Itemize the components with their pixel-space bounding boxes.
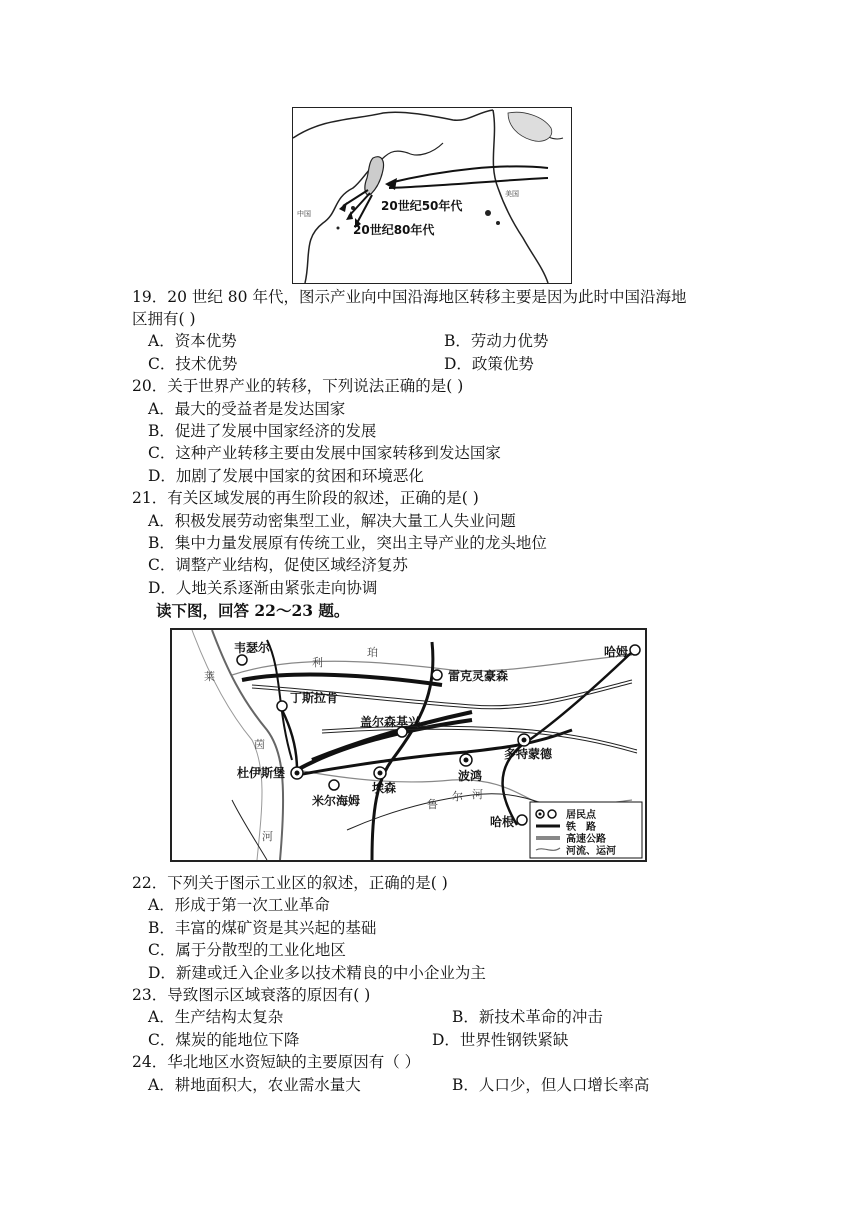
- label-usa: 美国: [505, 190, 519, 198]
- map-legend: [530, 802, 642, 858]
- label-1980s: 20世纪80年代: [353, 223, 435, 237]
- q21-stem: 21．有关区域发展的再生阶段的叙述，正确的是( ): [132, 489, 479, 507]
- q20-option-a: A．最大的受益者是发达国家: [148, 400, 346, 418]
- city-label-2: 哈姆: [604, 645, 629, 659]
- legend-river-canal: 河流、运河: [566, 846, 616, 857]
- q24-option-a: A．耕地面积大，农业需水量大: [148, 1076, 361, 1094]
- q23-option-d: D．世界性钢铁紧缺: [432, 1031, 569, 1049]
- q20-stem: 20．关于世界产业的转移，下列说法正确的是( ): [132, 377, 464, 395]
- q20-option-b: B．促进了发展中国家经济的发展: [148, 422, 377, 440]
- river-label-2: 河: [262, 830, 273, 843]
- q19-option-a: A．资本优势: [148, 332, 237, 350]
- city-label-8: 波鸿: [458, 769, 483, 783]
- q23-option-c: C．煤炭的能地位下降: [148, 1031, 300, 1049]
- q24-stem: 24．华北地区水资短缺的主要原因有（ ）: [132, 1053, 421, 1071]
- legend-railway: 铁 路: [566, 822, 596, 833]
- ruhr-map: [170, 628, 647, 862]
- city-label-1: 雷克灵豪森: [448, 669, 509, 683]
- q22-option-b: B．丰富的煤矿资是其兴起的基础: [148, 919, 377, 937]
- q21-option-c: C．调整产业结构，促使区域经济复苏: [148, 556, 408, 574]
- city-label-10: 哈根: [490, 815, 515, 829]
- label-china: 中国: [297, 210, 311, 218]
- ruhr-map-graphic: [172, 630, 645, 860]
- q22-option-a: A．形成于第一次工业革命: [148, 896, 330, 914]
- city-label-5: 杜伊斯堡: [237, 766, 286, 780]
- river-label-5: 鲁: [427, 798, 438, 811]
- q23-option-a: A．生产结构太复杂: [148, 1008, 284, 1026]
- q22-stem: 22．下列关于图示工业区的叙述，正确的是( ): [132, 874, 448, 892]
- q19-option-d: D．政策优势: [444, 355, 534, 373]
- q24-option-b: B．人口少，但人口增长率高: [452, 1076, 650, 1094]
- q23-stem: 23．导致图示区域衰落的原因有( ): [132, 986, 371, 1004]
- river-label-0: 莱: [204, 670, 215, 683]
- river-label-7: 河: [472, 788, 483, 801]
- label-1950s: 20世纪50年代: [381, 199, 463, 213]
- river-label-3: 利: [312, 656, 323, 669]
- city-label-6: 米尔海姆: [312, 794, 361, 808]
- q20-option-d: D．加剧了发展中国家的贫困和环境恶化: [148, 467, 424, 485]
- legend-settlement: 居民点: [566, 810, 596, 821]
- q19-option-c: C．技术优势: [148, 355, 238, 373]
- q19-stem-line2: 区拥有( ): [132, 310, 196, 328]
- industry-transfer-map-graphic: [293, 108, 571, 283]
- river-label-1: 茵: [254, 738, 265, 751]
- city-label-4: 盖尔森基兴: [360, 715, 421, 729]
- city-label-7: 埃森: [372, 781, 397, 795]
- industry-transfer-map: [292, 107, 572, 284]
- instruction: 读下图，回答 22～23 题。: [156, 601, 350, 620]
- city-label-9: 多特蒙德: [504, 747, 553, 761]
- q21-option-a: A．积极发展劳动密集型工业，解决大量工人失业问题: [148, 512, 516, 530]
- q22-option-c: C．属于分散型的工业化地区: [148, 941, 346, 959]
- q19-stem-line1: 19．20 世纪 80 年代，图示产业向中国沿海地区转移主要是因为此时中国沿海地: [132, 288, 687, 306]
- q21-option-b: B．集中力量发展原有传统工业，突出主导产业的龙头地位: [148, 534, 547, 552]
- legend-highway: 高速公路: [566, 834, 606, 845]
- q20-option-c: C．这种产业转移主要由发展中国家转移到发达国家: [148, 444, 501, 462]
- q22-option-d: D．新建或迁入企业多以技术精良的中小企业为主: [148, 964, 486, 982]
- q19-option-b: B．劳动力优势: [444, 332, 549, 350]
- q23-option-b: B．新技术革命的冲击: [452, 1008, 603, 1026]
- q21-option-d: D．人地关系逐渐由紧张走向协调: [148, 579, 378, 597]
- city-label-0: 韦瑟尔: [234, 641, 271, 655]
- river-label-6: 尔: [452, 790, 463, 803]
- city-label-3: 丁斯拉肯: [290, 691, 339, 705]
- river-label-4: 珀: [367, 646, 378, 659]
